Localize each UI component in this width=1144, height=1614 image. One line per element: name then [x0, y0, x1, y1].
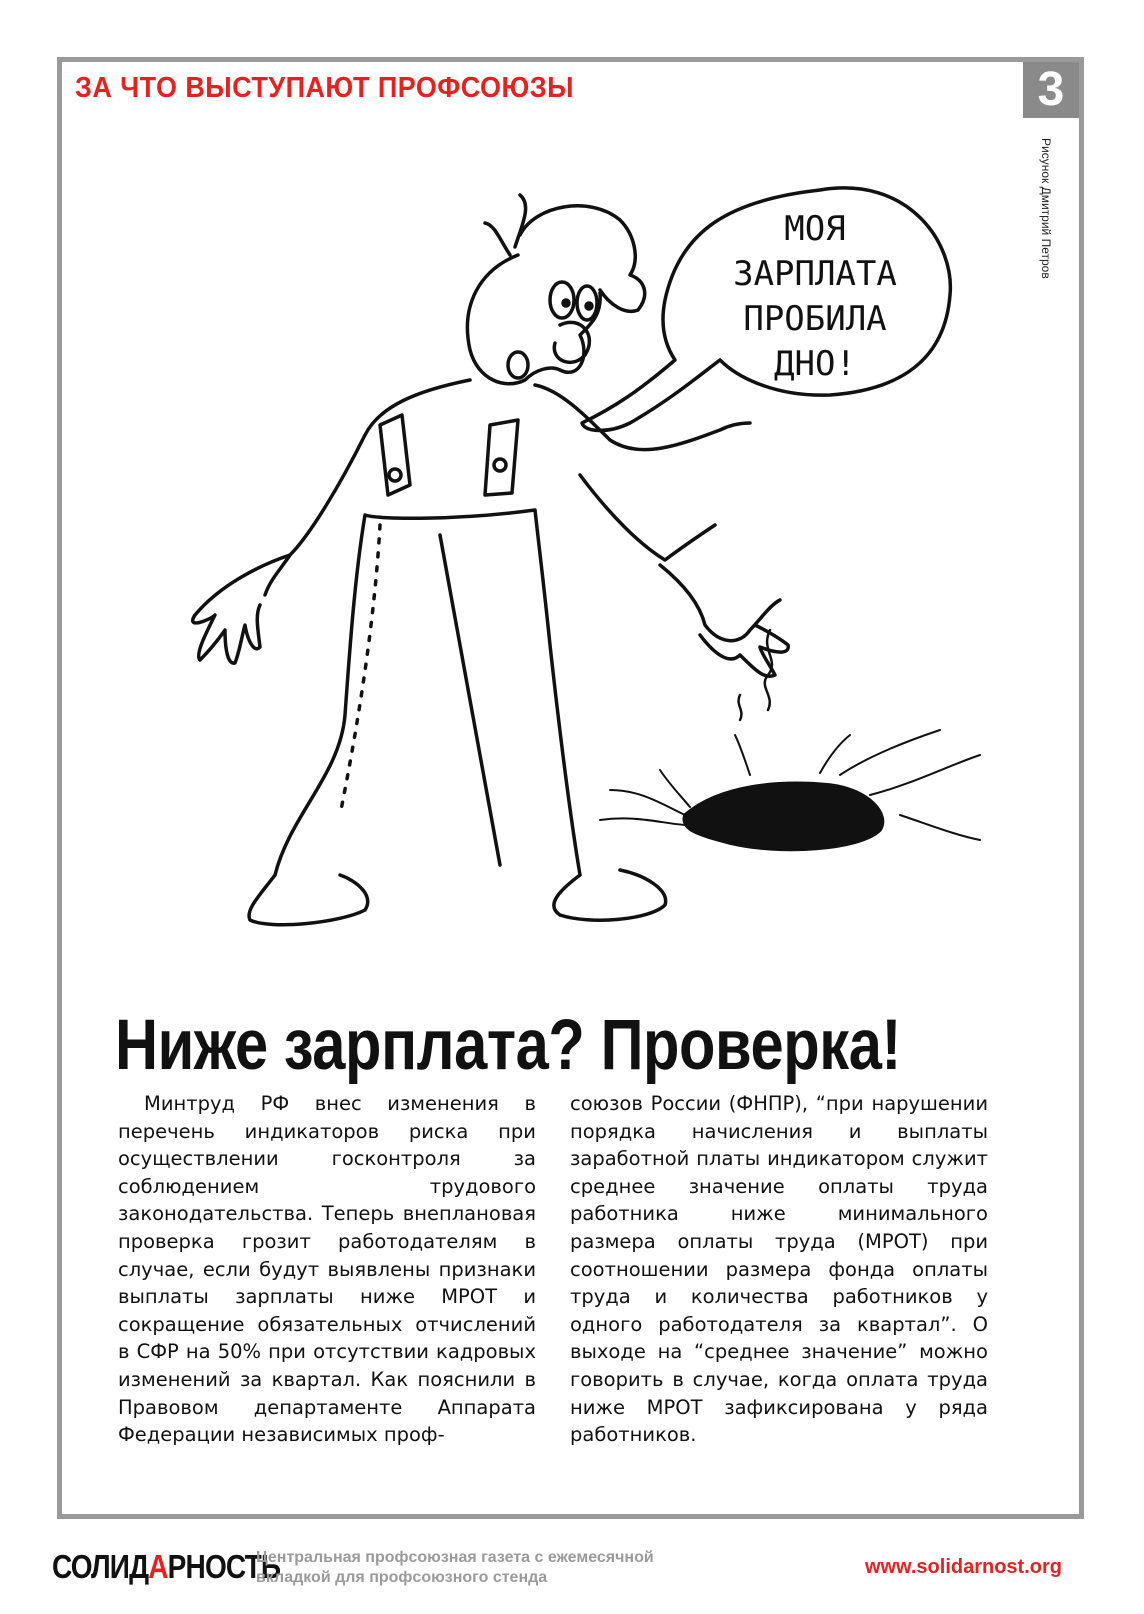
shoe-left: [249, 875, 368, 925]
newspaper-logo: [52, 1548, 280, 1586]
bubble-line-3: ПРОБИЛА: [743, 299, 887, 339]
page-number: 3: [1023, 62, 1079, 118]
cap: [520, 206, 645, 311]
logo-text-start: СОЛИД: [52, 1548, 149, 1585]
bubble-line-2: ЗАРПЛАТА: [733, 254, 897, 294]
illustration-credit: Рисунок Дмитрий Петров: [1039, 138, 1053, 279]
hand-left: [193, 555, 290, 663]
article-column-right: союзов России (ФНПР), “при нарушении порядка начисления и выплаты заработной платы индикатором служит среднее значение оплаты труда работника ниже минимального размера оплаты труда (МРОТ) при соотношении размера фонда оплаты труда и количества работников у одного работодателя за квартал”. О выходе на “среднее значение” можно говорить в случае, когда оплата труда ниже МРОТ зафиксирована у ряда работников.: [570, 1092, 988, 1447]
logo-accent-letter: А: [148, 1548, 168, 1585]
section-title: ЗА ЧТО ВЫСТУПАЮТ ПРОФСОЮЗЫ: [75, 72, 575, 104]
newspaper-description: Центральная профсоюзная газета с ежемесячной вкладкой для профсоюзного стенда: [256, 1549, 654, 1586]
shirt: [265, 380, 470, 595]
bubble-line-1: МОЯ: [784, 209, 846, 249]
article-headline: Ниже зарплата? Проверка!: [115, 1006, 901, 1085]
smoke: [739, 630, 772, 720]
head: [467, 255, 600, 384]
bubble-line-4: ДНО!: [774, 344, 856, 384]
worker-cartoon: [140, 175, 990, 945]
article-column-left: Минтруд РФ внес изменения в перечень индикаторов риска при осуществлении госконтроля за соблюдением трудового законодательства. Теперь внеплановая проверка грозит работодателям в случае, если будут выявлены признаки выплаты зарплаты ниже МРОТ и сокращение обязательных отчислений в СФР на 50% при отсутствии кадровых изменений за квартал. Как пояснили в Правовом департаменте Аппарата Федерации независимых проф-: [118, 1092, 536, 1447]
hole: [684, 783, 882, 849]
overalls: [275, 510, 580, 875]
website-link[interactable]: www.solidarnost.org: [864, 1556, 1062, 1578]
shoe-right: [554, 870, 666, 920]
overall-strap-left: [380, 415, 410, 495]
logo-text-end: РНОСТЬ: [167, 1548, 281, 1585]
